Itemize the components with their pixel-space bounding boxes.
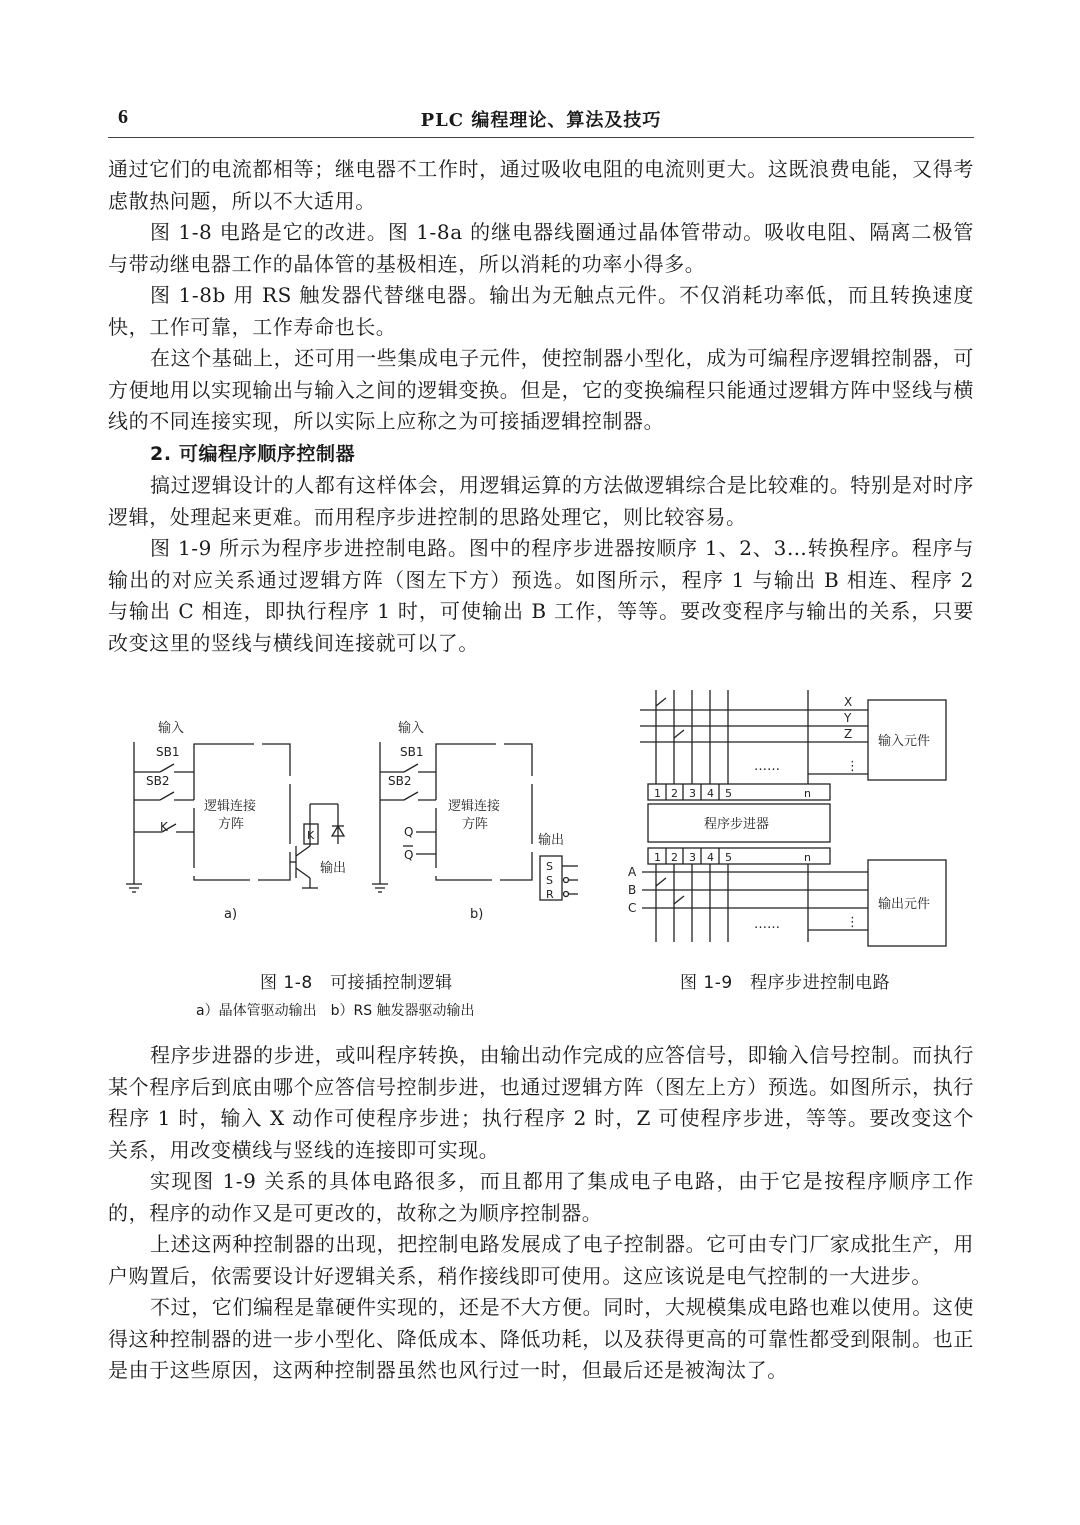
connection-mark — [656, 878, 666, 886]
input-element-label: 输入元件 — [878, 734, 931, 749]
dots: …… — [754, 759, 780, 774]
fig-b-output-label: 输出 — [538, 833, 565, 848]
paragraph: 上述这两种控制器的出现，把控制电路发展成了电子控制器。它可由专门厂家成批生产，用户购置后，依需要设计好逻辑关系，稍作接线即可使用。这应该说是电气控制的一大进步。 — [108, 1232, 974, 1288]
step-number: n — [804, 851, 811, 864]
fig-a-sb1: SB1 — [156, 745, 180, 759]
rs-s-label: S — [546, 860, 553, 873]
paragraph: 程序步进器的步进，或叫程序转换，由输出动作完成的应答信号，即输入信号控制。而执行某个程序后到底由哪个应答信号控制步进，也通过逻辑方阵（图左上方）预选。如图所示，执行程序 1 时，输入 X 动作可使程序步进；执行程序 2 时，Z 可使程序步进，等等。要改变这个关系，用改变横线与竖线的连接即可实现。 — [108, 1043, 974, 1162]
step-number: 5 — [725, 851, 732, 864]
fig-a-sb2: SB2 — [146, 774, 170, 788]
rs-r-label: R — [546, 888, 554, 901]
stepper-label: 程序步进器 — [704, 817, 770, 832]
matrix-label: 方阵 — [462, 817, 489, 832]
input-z-label: Z — [844, 727, 853, 741]
figure-1-8-caption: 图 1-8 可接插控制逻辑 — [260, 973, 453, 993]
fig-a-sub-label: a) — [224, 907, 238, 922]
output-b-label: B — [628, 883, 637, 897]
vdots: ⋮ — [846, 759, 859, 774]
dots: …… — [754, 917, 780, 932]
paragraph: 不过，它们编程是靠硬件实现的，还是不大方便。同时，大规模集成电路也难以使用。这使得这种控制器的进一步小型化、降低成本、降低功耗，以及获得更高的可靠性都受到限制。也正是由于这些原因，这两种控制器虽然也风行过一时，但最后还是被淘汰了。 — [108, 1295, 974, 1382]
figure-1-9 — [628, 690, 946, 946]
paragraph: 搞过逻辑设计的人都有这样体会，用逻辑运算的方法做逻辑综合是比较难的。特别是对时序逻辑，处理起来更难。而用程序步进控制的思路处理它，则比较容易。 — [108, 473, 974, 529]
page-number: 6 — [118, 106, 128, 128]
paragraph: 在这个基础上，还可用一些集成电子元件，使控制器小型化，成为可编程序逻辑控制器，可方便地用以实现输出与输入之间的逻辑变换。但是，它的变换编程只能通过逻辑方阵中竖线与横线的不同连接实现，所以实际上应称之为可接插逻辑控制器。 — [108, 346, 974, 433]
output-element-label: 输出元件 — [878, 897, 931, 912]
figure-area — [108, 684, 974, 1024]
input-y-label: Y — [844, 711, 852, 725]
switch-icon — [160, 764, 174, 772]
running-header — [108, 104, 974, 138]
qbar-label: Q — [404, 848, 414, 862]
step-numbers-bottom — [654, 848, 811, 864]
paragraph: 图 1-8 电路是它的改进。图 1-8a 的继电器线圈通过晶体管带动。吸收电阻、隔离二极管与带动继电器工作的晶体管的基极相连，所以消耗的功率小得多。 — [108, 220, 974, 276]
figure-1-8b — [372, 720, 578, 922]
fig-a-output-label: 输出 — [320, 861, 347, 876]
q-label: Q — [404, 825, 414, 839]
switch-icon — [160, 792, 174, 800]
step-number: 2 — [671, 851, 678, 864]
section-heading — [108, 438, 974, 471]
matrix-label: 逻辑连接 — [204, 799, 257, 814]
paragraph: 实现图 1-9 关系的具体电路很多，而且都用了集成电子电路，由于它是按程序顺序工作的，程序的动作又是可更改的，故称之为顺序控制器。 — [108, 1169, 974, 1225]
output-a-label: A — [628, 865, 637, 879]
step-number: 1 — [654, 787, 661, 800]
fig-a-k-label: K — [160, 820, 168, 834]
fig-a-input-label: 输入 — [158, 721, 185, 736]
paragraph: 通过它们的电流都相等；继电器不工作时，通过吸收电阻的电流则更大。这既浪费电能，又得考虑散热问题，所以不大适用。 — [108, 157, 974, 213]
body-text-lower — [108, 1040, 974, 1387]
connection-mark — [674, 730, 684, 738]
step-numbers-top — [654, 784, 811, 800]
switch-icon — [404, 764, 418, 772]
input-x-label: X — [844, 695, 853, 709]
fig-b-sub-label: b) — [470, 907, 484, 922]
body-text-upper — [108, 154, 974, 659]
rs-sbar-label: S — [546, 874, 553, 887]
step-number: n — [804, 787, 811, 800]
section-heading-text: 2. 可编程序顺序控制器 — [150, 442, 356, 465]
relay-k-label: K — [307, 829, 315, 842]
switch-icon — [404, 792, 418, 800]
fig-b-sb1: SB1 — [400, 745, 424, 759]
figure-1-8a — [126, 720, 346, 922]
fig-b-sb2: SB2 — [388, 774, 412, 788]
matrix-label: 方阵 — [218, 817, 245, 832]
header-rule — [108, 137, 974, 138]
step-number: 3 — [689, 851, 696, 864]
step-number: 3 — [689, 787, 696, 800]
paragraph: 图 1-9 所示为程序步进控制电路。图中的程序步进器按顺序 1、2、3…转换程序。程序与输出的对应关系通过逻辑方阵（图左下方）预选。如图所示，程序 1 与输出 B 相连、程序 2 与输出 C 相连，即执行程序 1 时，可使输出 B 工作，等等。要改变程序与输出的关系，只要改变这里的竖线与横线间连接就可以了。 — [108, 536, 974, 655]
book-title: PLC 编程理论、算法及技巧 — [420, 110, 662, 131]
step-number: 4 — [707, 851, 714, 864]
figure-1-9-caption: 图 1-9 程序步进控制电路 — [680, 973, 891, 993]
vdots: ⋮ — [846, 915, 859, 930]
connection-mark — [656, 698, 666, 706]
output-c-label: C — [628, 901, 637, 915]
fig-b-input-label: 输入 — [398, 721, 425, 736]
matrix-label: 逻辑连接 — [448, 799, 501, 814]
step-number: 2 — [671, 787, 678, 800]
step-number: 1 — [654, 851, 661, 864]
paragraph: 图 1-8b 用 RS 触发器代替继电器。输出为无触点元件。不仅消耗功率低，而且转换速度快，工作可靠，工作寿命也长。 — [108, 283, 974, 339]
step-number: 5 — [725, 787, 732, 800]
step-number: 4 — [707, 787, 714, 800]
figure-1-8-subcaption: a）晶体管驱动输出 b）RS 触发器驱动输出 — [196, 1003, 475, 1019]
connection-mark — [674, 896, 684, 904]
